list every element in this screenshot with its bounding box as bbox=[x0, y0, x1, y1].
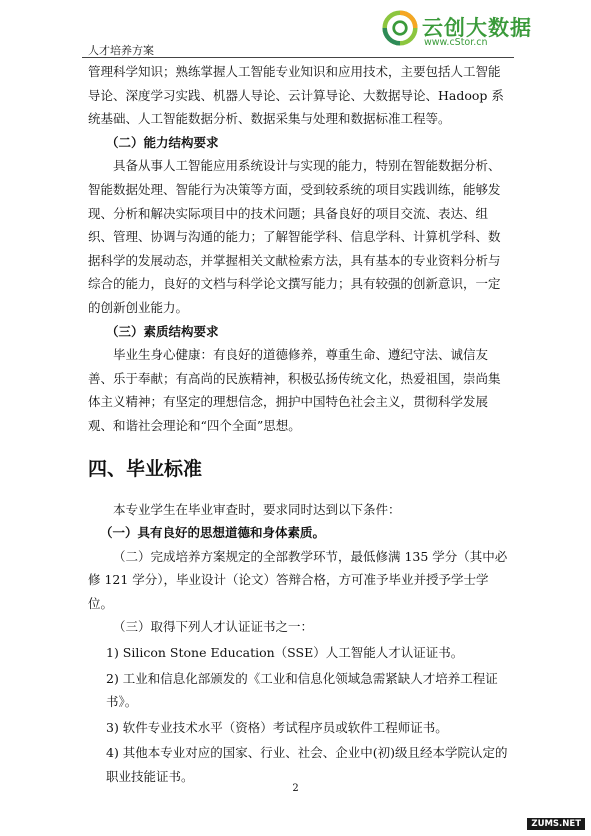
document-body bbox=[88, 60, 508, 789]
condition-item-2: （二）完成培养方案规定的全部教学环节，最低修满 135 学分（其中必修 121 学分），毕业设计（论文）答辩合格，方可准予毕业并授予学士学位。 bbox=[88, 548, 508, 611]
subheading-quality: （三）素质结构要求 bbox=[106, 323, 219, 339]
paragraph-graduation-intro: 本专业学生在毕业审查时，要求同时达到以下条件： bbox=[113, 501, 401, 517]
site-watermark: ZUMS.NET bbox=[527, 818, 585, 830]
header-divider bbox=[82, 57, 514, 58]
header-title: 人才培养方案 bbox=[88, 44, 154, 57]
paragraph-quality: 毕业生身心健康：有良好的道德修养，尊重生命、遵纪守法、诚信友善、乐于奉献；有高尚的民族精神，积极弘扬传统文化，热爱祖国，崇尚集体主义精神；有坚定的理想信念，拥护中国特色社会主义，贯彻科学发展观、和谐社会理论和“四个全面”思想。 bbox=[88, 347, 501, 433]
swirl-logo-icon bbox=[382, 10, 418, 46]
certificate-item: 2) 工业和信息化部颁发的《工业和信息化领域急需紧缺人才培养工程证书》。 bbox=[106, 670, 498, 710]
paragraph-ability: 具备从事人工智能应用系统设计与实现的能力，特别在智能数据分析、智能数据处理、智能行为决策等方面，受到较系统的项目实践训练，能够发现、分析和解决实际项目中的技术问题；具备良好的项目交流、表达、组织、管理、协调与沟通的能力；了解智能学科、信息学科、计算机学科、数据科学的发展动态，并掌握相关文献检索方法，具有基本的专业资料分析与综合的能力，良好的文档与科学论文撰写能力；具有较强的创新意识，一定的创新创业能力。 bbox=[88, 158, 501, 315]
condition-item-1: （一）具有良好的思想道德和身体素质。 bbox=[100, 525, 326, 541]
section-heading-graduation: 四、毕业标准 bbox=[88, 457, 203, 480]
logo-url: www.cStor.cn bbox=[424, 37, 488, 48]
paragraph-knowledge-continued: 管理科学知识；熟练掌握人工智能专业知识和应用技术，主要包括人工智能导论、深度学习实践、机器人导论、云计算导论、大数据导论、Hadoop 系统基础、人工智能数据分析、数据采集与处理和数据标准工程等。 bbox=[88, 64, 504, 127]
page-number: 2 bbox=[292, 783, 299, 794]
subheading-ability: （二）能力结构要求 bbox=[106, 134, 219, 150]
certificate-item: 4) 其他本专业对应的国家、行业、社会、企业中(初)级且经本学院认定的职业技能证书。 bbox=[106, 745, 508, 785]
logo-text: 云创大数据 bbox=[422, 16, 532, 40]
company-logo bbox=[382, 8, 532, 54]
condition-item-3: （三）取得下列人才认证证书之一： bbox=[113, 619, 314, 635]
certificate-item: 3) 软件专业技术水平（资格）考试程序员或软件工程师证书。 bbox=[106, 719, 448, 735]
certificate-item: 1) Silicon Stone Education（SSE）人工智能人才认证证书。 bbox=[106, 645, 464, 661]
